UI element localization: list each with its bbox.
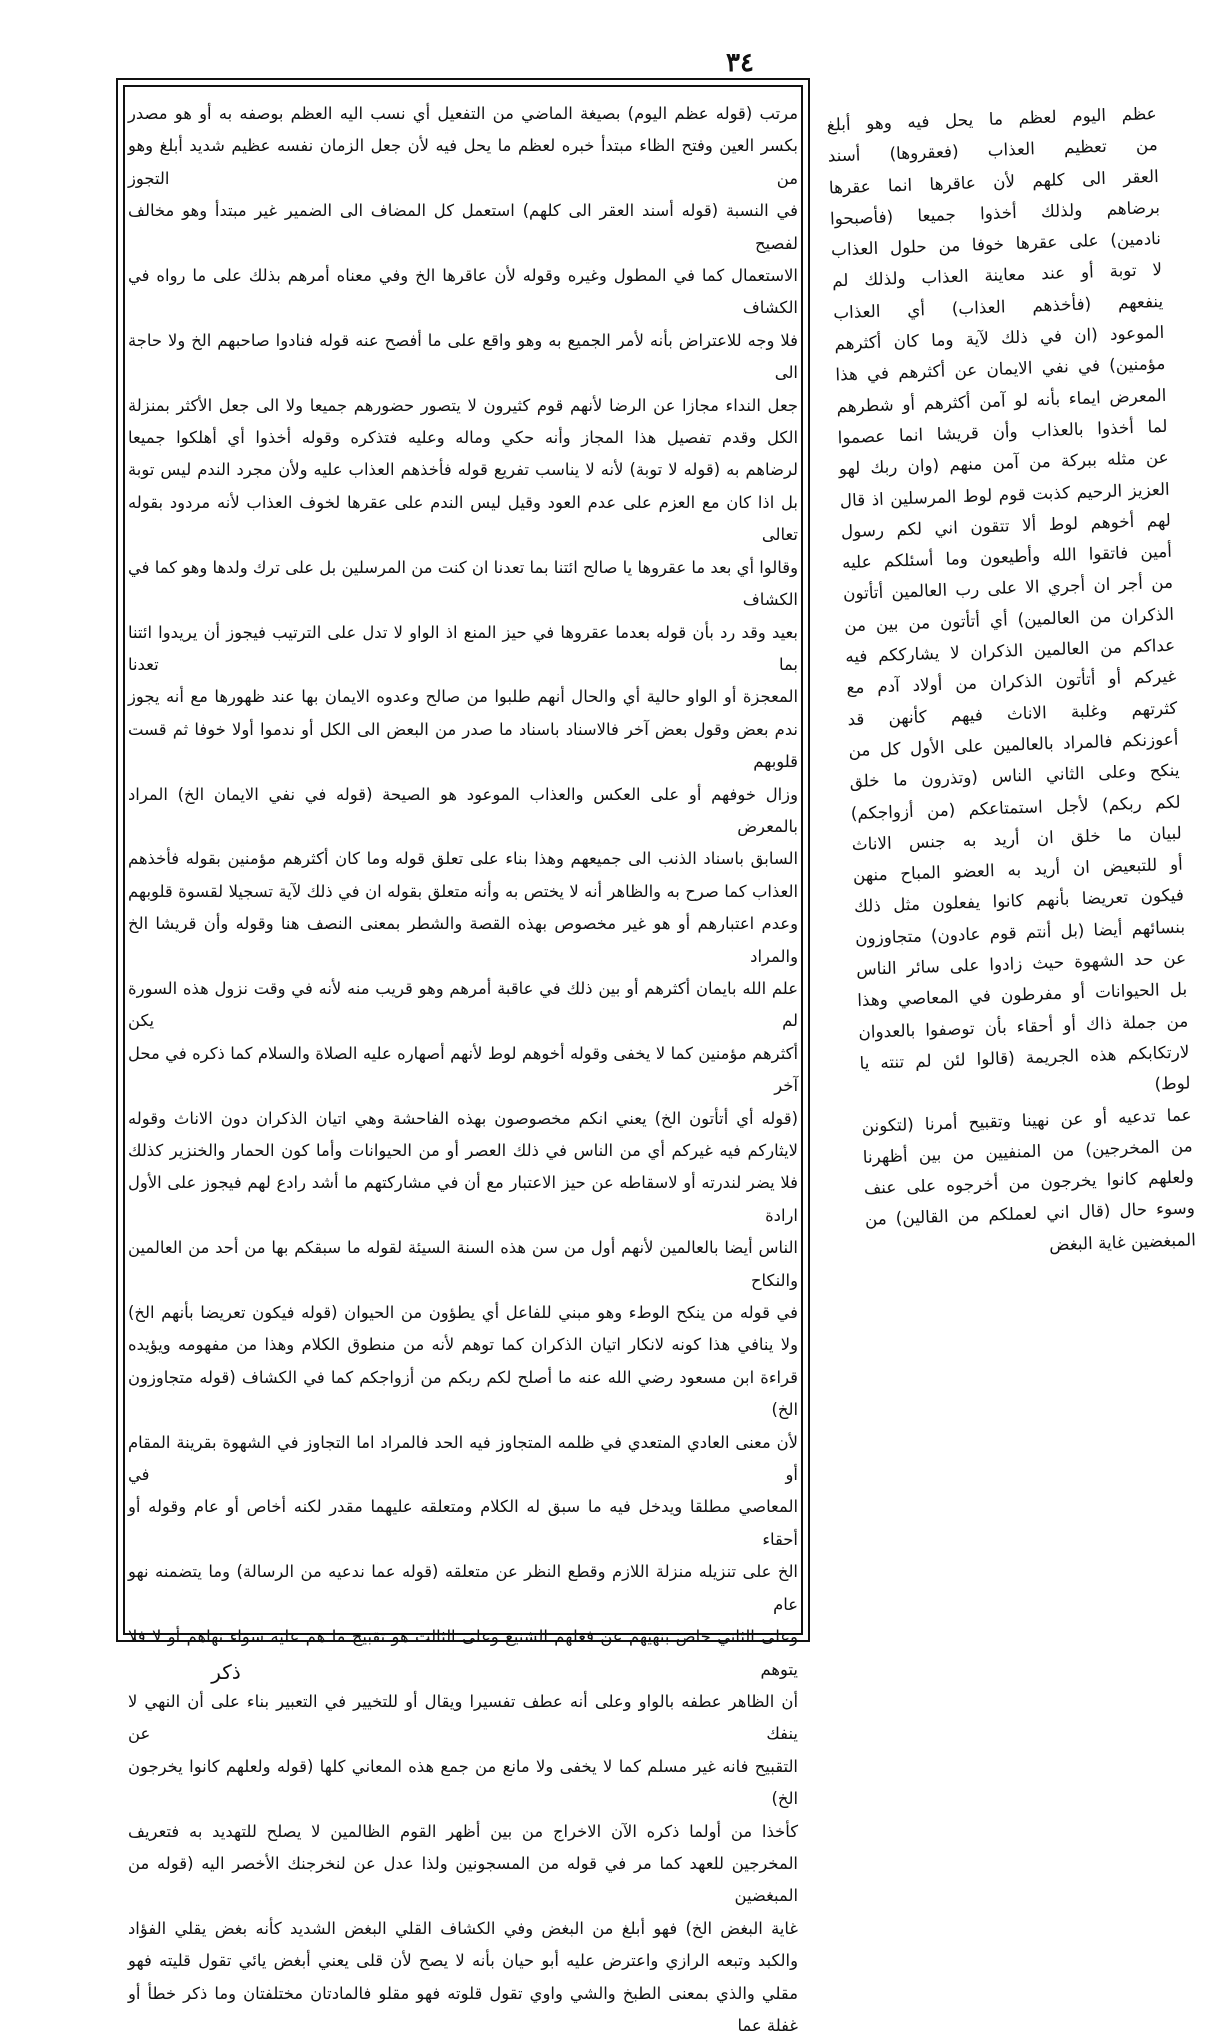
main-text-line: بكسر العين وفتح الظاء مبتدأ خبره لعظم ما يحل فيه لأن جعل الزمان نفسه عظيم شديد أبلغ وهو من التجوز [128, 136, 798, 188]
margin-text-line: من المخرجين) من المنفيين من بين أظهرنا [862, 1135, 1193, 1167]
main-text-line: في النسبة (قوله أسند العقر الى كلهم) استعمل كل المضاف الى الضمير غير مبتدأ وهو مخالف لفصيح [128, 201, 798, 253]
margin-commentary-block [826, 98, 1210, 1649]
main-text-block [128, 98, 798, 2035]
margin-text-line: أمين فاتقوا الله وأطيعون وما أسئلكم عليه [841, 540, 1173, 573]
margin-text-line: العقر الى كلهم لأن عاقرها انما عقرها [828, 165, 1160, 198]
margin-text-line: وسوء حال (قال اني لعملكم من القالين) من [864, 1197, 1196, 1230]
main-text-line: جعل النداء مجازا عن الرضا لأنهم قوم كثيرون لا يتصور حضورهم جميعا ولا الى جعل الأكثر بمنزلة [128, 395, 798, 415]
main-text-line: وعدم اعتبارهم أو هو غير مخصوص بهذه القصة والشطر بمعنى النصف هنا وقوله وأن قريشا الخ والمراد [128, 914, 798, 966]
margin-text-line: لبيان ما خلق ان أريد به جنس الاناث [851, 822, 1182, 854]
main-text-line: لرضاهم به (قوله لا توبة) لأنه لا يناسب تفريع قوله فأخذهم العذاب عليه ولأن مجرد الندم ليس توبة [128, 460, 798, 480]
main-text-line: كأخذا من أولما ذكره الآن الاخراج من بين أظهر القوم الظالمين لا يصلح للتهديد به فتعريف [128, 1821, 798, 1841]
main-text-line: وقالوا أي بعد ما عقروها يا صالح ائتنا بما تعدنا ان كنت من المرسلين بل على ترك ولدها وهو كما في الكشاف [128, 557, 798, 610]
main-text-line: الناس أيضا بالعالمين لأنهم أول من سن هذه السنة السيئة لقوله ما سبقكم بها من أحد من العالمين والنكاح [128, 1238, 798, 1290]
main-text-line: ندم بعض وقول بعض آخر فالاسناد باسناد ما صدر من البعض الى الكل أو ندموا أولا خوفا ثم قست قلوبهم [128, 719, 798, 772]
main-text-line: التقبيح فانه غير مسلم كما لا يخفى ولا مانع من جمع هذه المعاني كلها (قوله ولعلهم كانوا يخرجون الخ) [128, 1756, 798, 1809]
main-text-line: المعاصي مطلقا ويدخل فيه ما سبق له الكلام ومتعلقه عليهما مقدر لكنه أخاص أو عام وقوله أو أحقاء [128, 1497, 798, 1549]
margin-text-line: فيكون تعريضا بأنهم كانوا يفعلون مثل ذلك [853, 884, 1185, 917]
margin-text-line: العزيز الرحيم كذبت قوم لوط المرسلين اذ قال [839, 478, 1170, 510]
margin-text-line: بنسائهم أيضا (بل أنتم قوم عادون) متجاوزون [854, 916, 1186, 948]
main-text-line: بل اذا كان مع العزم على عدم العود وقيل ليس الندم على عقرها لخوف العذاب لأنه مردود بقوله تعالى [128, 492, 798, 545]
main-text-line: لايثاركم فيه غيركم أي من الناس في ذلك العصر أو من الحيوانات وأما كون الحمار والخنزير كذلك [128, 1141, 798, 1160]
main-text-line: العذاب كما صرح به والظاهر أنه لا يختص به وأنه متعلق بقوله ان في ذلك لآية تسجيلا لقسوة قلوبهم [128, 881, 798, 901]
main-text-line: علم الله بايمان أكثرهم أو بين ذلك في عاقبة أمرهم وهو قريب منه لأنه في وقت نزول هذه السورة لم يكن [128, 978, 798, 1031]
margin-text-line: أعوزنكم فالمراد بالعالمين على الأول كل من [848, 728, 1179, 761]
main-text-line: أن الظاهر عطفه بالواو وعلى أنه عطف تفسيرا ويقال أو للتخيير في التعبير بناء على أن النهي لا ينفك عن [128, 1691, 798, 1744]
margin-text-line: الذكران من العالمين) أي أتأتون من بين من [843, 603, 1175, 635]
main-text-line: غاية البغض الخ) فهو أبلغ من البغض وفي الكشاف القلي البغض الشديد كأنه بغض يقلي الفؤاد [128, 1918, 798, 1938]
margin-text-line: بل الحيوانات أو مفرطون في المعاصي وهذا [856, 978, 1188, 1011]
main-text-line: المخرجين للعهد كما مر في قوله من المسجونين ولذا عدل عن لنخرجنك الأخصر اليه (قوله من المبغضين [128, 1853, 798, 1906]
main-text-line: الاستعمال كما في المطول وغيره وقوله لأن عاقرها الخ وفي معناه أمرهم بذلك على ما رواه في الكشاف [128, 266, 798, 318]
margin-text-line: مؤمنين) في نفي الايمان عن أكثرهم في هذا [835, 353, 1166, 385]
margin-text-line: عداكم من العالمين الذكران لا يشارككم فيه [844, 634, 1176, 667]
margin-text-line: ولعلهم كانوا يخرجون من أخرجوه على عنف [863, 1166, 1195, 1198]
main-text-line: مقلي والذي بمعنى الطبخ والشي واوي تقول قلوته فهو مقلو فالمادتان مختلفتان وما ذكر خطأ أو غفلة عما [128, 1983, 798, 2035]
main-text-line: وزال خوفهم أو على العكس والعذاب الموعود هو الصيحة (قوله في نفي الايمان الخ) المراد بالمعرض [128, 784, 798, 836]
margin-text-line: من أجر ان أجري الا على رب العالمين أتأتون [842, 572, 1174, 604]
main-text-line: الخ على تنزيله منزلة اللازم وقطع النظر عن متعلقه (قوله عما ندعيه من الرسالة) وما يتضمنه نهو عام [128, 1562, 798, 1614]
main-text-line: في قوله من ينكح الوطء وهو مبني للفاعل أي يطؤون من الحيوان (قوله فيكون تعريضا بأنهم الخ) [128, 1303, 798, 1323]
main-text-line: لأن معنى العادي المتعدي في ظلمه المتجاوز فيه الحد فالمراد اما التجاوز في الشهوة بقرينة المقام أو في [128, 1432, 798, 1485]
margin-text-line: عن حد الشهوة حيث زادوا على سائر الناس [855, 947, 1187, 980]
margin-text-line: من جملة ذاك أو أحقاء بأن توصفوا بالعدوان [858, 1010, 1189, 1042]
margin-text-line: لكم ربكم) لأجل استمتاعكم (من أزواجكم) [850, 791, 1181, 823]
margin-text-line: عظم اليوم لعظم ما يحل فيه وهو أبلغ [826, 102, 1157, 135]
margin-text-line: أو للتبعيض ان أريد به العضو المباح منهن [852, 853, 1184, 886]
margin-text-line: لا توبة أو عند معاينة العذاب ولذلك لم [831, 259, 1163, 291]
margin-text-line: عما تدعيه أو عن نهينا وتقبيح أمرنا (لتكونن [861, 1103, 1192, 1136]
margin-text-line: كثرتهم وغلبة الاناث فيهم كأنهن قد [847, 697, 1178, 729]
main-text-line: فلا يضر لندرته أو لاسقاطه عن حيز الاعتبار مع أن في مشاركتهم ما أشد رادع لهم فيجوز على الأول ارادة [128, 1173, 798, 1225]
main-text-line: السابق باسناد الذنب الى جميعهم وهذا بناء على تعلق قوله وما كان أكثرهم مؤمنين بقوله فأخذهم [128, 849, 798, 869]
main-text-line: فلا وجه للاعتراض بأنه لأمر الجميع به وهو واقع على ما أفصح عنه قوله فنادوا صاحبهم الخ ولا حاجة الى [128, 330, 798, 383]
main-text-line: والكبد وتبعه الرازي واعترض عليه أبو حيان بأنه لا يصح لأن قلى يعني أبغض يائي تقول قليته فهو [128, 1951, 798, 1971]
main-text-line: المعجزة أو الواو حالية أي والحال أنهم طلبوا من صالح وعدوه الايمان بها عند ظهورها مع أنه يجوز [128, 687, 798, 707]
margin-text-line: المعرض ايماء بأنه لو آمن أكثرهم أو شطرهم [836, 384, 1167, 417]
catchword: ذكر [211, 1660, 241, 1684]
main-text-line: مرتب (قوله عظم اليوم) بصيغة الماضي من التفعيل أي نسب اليه العظم بوصفه به أو هو مصدر [128, 104, 798, 123]
margin-text-line: لارتكابكم هذه الجريمة (قالوا لئن لم تنته يا لوط) [859, 1041, 1191, 1094]
margin-text-line: ينفعهم (فأخذهم العذاب) أي العذاب [832, 290, 1164, 323]
main-text-line: بعيد وقد رد بأن قوله بعدما عقروها في حيز المنع اذ الواو لا تدل على الترتيب فيجوز أن يريدوا ائتنا بما تعدنا [128, 622, 798, 674]
main-text-line: الكل وقدم تفصيل هذا المجاز وأنه حكي وماله وعليه فتذكره وقوله أخذوا أي أهلكوا جميعا [128, 428, 798, 448]
margin-text-line: ينكح وعلى الثاني الناس (وتذرون ما خلق [849, 759, 1180, 792]
margin-text-line: برضاهم ولذلك أخذوا جميعا (فأصبحوا [829, 196, 1161, 229]
margin-text-line: الموعود (ان في ذلك لآية وما كان أكثرهم [834, 321, 1165, 354]
margin-text-line: غيركم أو أتأتون الذكران من أولاد آدم مع [846, 665, 1177, 698]
page-number: ٣٤ [726, 48, 754, 78]
main-text-line: وعلى الثاني خاص بنهيهم عن فعلهم الشنيع وعلى الثالث هو تقبيح ما هم عليه سواء نهاهم أو لا فلا يتوهم [128, 1627, 798, 1679]
main-text-line: (قوله أي أتأتون الخ) يعني انكم مخصوصون بهذه الفاحشة وهي اتيان الذكران دون الاناث وقوله [128, 1108, 798, 1128]
margin-text-line: المبغضين غاية البغض [1048, 1228, 1197, 1255]
main-text-line: أكثرهم مؤمنين كما لا يخفى وقوله أخوهم لوط لأنهم أصهاره عليه الصلاة والسلام كما ذكره في محل آخر [128, 1043, 798, 1096]
margin-text-line: نادمين) على عقرها خوفا من حلول العذاب [830, 228, 1162, 260]
margin-text-line: عن مثله ببركة من آمن منهم (وان ربك لهو [838, 447, 1169, 479]
main-text-line: قراءة ابن مسعود رضي الله عنه ما أصلح لكم ربكم من أزواجكم كما في الكشاف (قوله متجاوزون الخ) [128, 1367, 798, 1420]
main-text-line: ولا ينافي هذا كونه لانكار اتيان الذكران كما توهم لأنه من منطوق الكلام وهذا من مفهومه ويؤيده [128, 1335, 798, 1355]
margin-text-line: لهم أخوهم لوط ألا تتقون اني لكم رسول [840, 509, 1172, 542]
margin-text-line: من تعظيم العذاب (فعقروها) أسند [827, 134, 1158, 166]
margin-text-line: لما أخذوا بالعذاب وأن قريشا انما عصموا [837, 415, 1168, 448]
